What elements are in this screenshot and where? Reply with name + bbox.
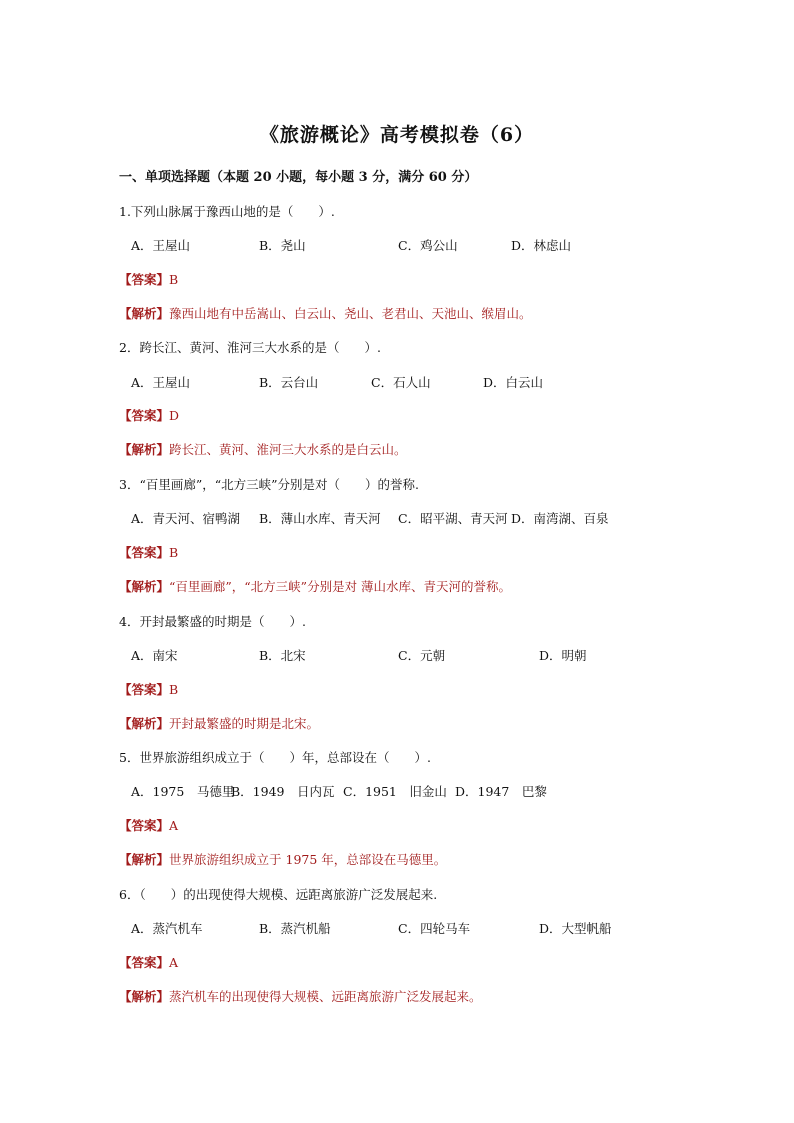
answer-tag: 【答案】 [119, 818, 170, 833]
answer-value: D [169, 408, 180, 423]
option-b: B．蒸汽机船 [259, 921, 331, 936]
answer-tag: 【答案】 [119, 272, 170, 287]
option-c: C．1951 旧金山 [343, 784, 447, 799]
explanation-line [119, 714, 319, 732]
answer-tag: 【答案】 [119, 408, 170, 423]
answer-tag: 【答案】 [119, 545, 170, 560]
explanation-text: 蒸汽机车的出现使得大规模、远距离旅游广泛发展起来。 [169, 989, 482, 1004]
explanation-line [119, 987, 482, 1005]
answer-line [119, 816, 178, 834]
question-stem: 4．开封最繁盛的时期是（ ）. [119, 614, 306, 629]
explanation-line [119, 304, 532, 322]
answer-line [119, 406, 179, 424]
option-d: D．林虑山 [511, 238, 572, 253]
question-stem: 6．（ ）的出现使得大规模、远距离旅游广泛发展起来. [119, 887, 438, 902]
question-stem: 5．世界旅游组织成立于（ ）年，总部设在（ ）. [119, 750, 431, 765]
explanation-tag: 【解析】 [119, 442, 170, 457]
answer-value: A [169, 818, 179, 833]
option-a: A．王屋山 [131, 238, 191, 253]
explanation-text: 开封最繁盛的时期是北宋。 [169, 716, 320, 731]
answer-value: B [169, 272, 179, 287]
explanation-tag: 【解析】 [119, 716, 170, 731]
option-c: C．元朝 [398, 648, 446, 663]
answer-value: B [169, 682, 179, 697]
option-b: B．尧山 [259, 238, 306, 253]
option-b: B．1949 日内瓦 [231, 784, 335, 799]
answer-value: B [169, 545, 179, 560]
explanation-line [119, 850, 446, 868]
option-c: C．鸡公山 [398, 238, 458, 253]
explanation-text: 世界旅游组织成立于 1975 年，总部设在马德里。 [169, 852, 447, 867]
explanation-text: “百里画廊”，“北方三峡”分别是对 薄山水库、青天河的誉称。 [169, 579, 512, 594]
answer-value: A [169, 955, 179, 970]
answer-tag: 【答案】 [119, 682, 170, 697]
option-a: A．青天河、宿鸭湖 [131, 511, 241, 526]
question-stem: 2．跨长江、黄河、淮河三大水系的是（ ）. [119, 340, 381, 355]
explanation-text: 跨长江、黄河、淮河三大水系的是白云山。 [169, 442, 407, 457]
answer-tag: 【答案】 [119, 955, 170, 970]
page-title: 《旅游概论》高考模拟卷（6） [259, 124, 535, 146]
option-a: A．蒸汽机车 [131, 921, 203, 936]
answer-line [119, 953, 178, 971]
explanation-line [119, 440, 407, 458]
option-d: D．大型帆船 [539, 921, 612, 936]
answer-line [119, 543, 178, 561]
explanation-tag: 【解析】 [119, 579, 170, 594]
option-a: A．南宋 [131, 648, 178, 663]
explanation-tag: 【解析】 [119, 989, 170, 1004]
explanation-line [119, 577, 511, 595]
option-c: C．四轮马车 [398, 921, 471, 936]
option-a: A．1975 马德里 [131, 784, 235, 799]
option-c: C．石人山 [371, 375, 431, 390]
option-d: D．白云山 [483, 375, 544, 390]
option-d: D．明朝 [539, 648, 587, 663]
option-b: B．北宋 [259, 648, 306, 663]
option-b: B．云台山 [259, 375, 319, 390]
question-stem: 1.下列山脉属于豫西山地的是（ ）. [119, 204, 335, 219]
answer-line [119, 270, 178, 288]
question-stem: 3．“百里画廊”，“北方三峡”分别是对（ ）的誉称. [119, 477, 419, 492]
explanation-text: 豫西山地有中岳嵩山、白云山、尧山、老君山、天池山、缑眉山。 [169, 306, 532, 321]
explanation-tag: 【解析】 [119, 852, 170, 867]
option-d: D．1947 巴黎 [455, 784, 547, 799]
explanation-tag: 【解析】 [119, 306, 170, 321]
option-c: C．昭平湖、青天河 [398, 511, 508, 526]
answer-line [119, 680, 178, 698]
option-d: D．南湾湖、百泉 [511, 511, 609, 526]
section-heading: 一、单项选择题（本题 20 小题，每小题 3 分，满分 60 分） [119, 170, 478, 185]
option-b: B．薄山水库、青天河 [259, 511, 381, 526]
option-a: A．王屋山 [131, 375, 191, 390]
